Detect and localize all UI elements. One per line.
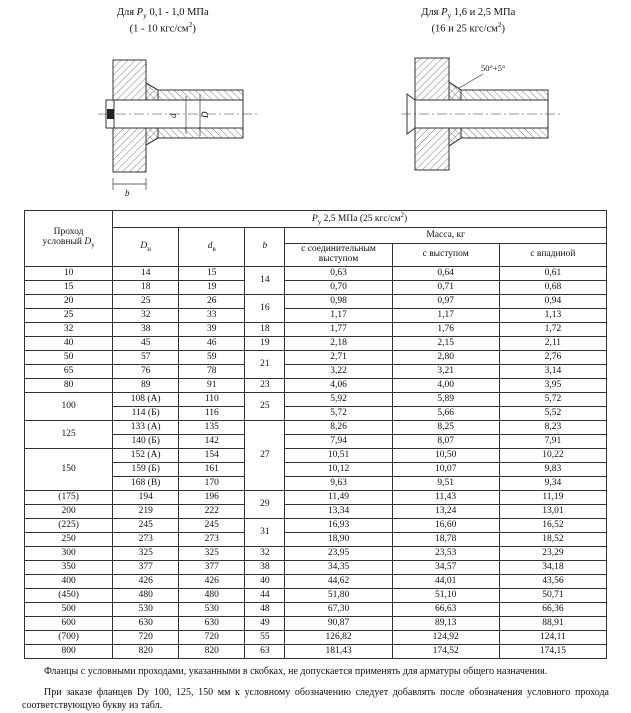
cell-dv: 26	[179, 295, 245, 309]
cell-b: 40	[245, 575, 285, 589]
cell-dv: 161	[179, 463, 245, 477]
cell-b: 48	[245, 603, 285, 617]
cell-nominal-bore: 50	[25, 351, 113, 365]
cell-mass-m3: 43,56	[499, 575, 606, 589]
cell-mass-m3: 0,61	[499, 267, 606, 281]
header-mass-recess: с впадиной	[499, 244, 606, 267]
cell-dv: 59	[179, 351, 245, 365]
cell-mass-m1: 9,63	[285, 477, 392, 491]
cell-mass-m2: 18,78	[392, 533, 499, 547]
cell-dv: 19	[179, 281, 245, 295]
note-2: При заказе фланцев Dу 100, 125, 150 мм к условному обозначению следует добавлять после обозначения условного прохода соответствующую букву из табл.	[22, 686, 609, 712]
header-b: b	[245, 228, 285, 267]
cell-nominal-bore: (225)	[25, 519, 113, 533]
cell-mass-m1: 1,17	[285, 309, 392, 323]
table-row	[25, 561, 607, 575]
cell-nominal-bore: 200	[25, 505, 113, 519]
cell-mass-m2: 3,21	[392, 365, 499, 379]
cell-nominal-bore: (450)	[25, 589, 113, 603]
cell-mass-m1: 13,34	[285, 505, 392, 519]
table-row	[25, 617, 607, 631]
cell-nominal-bore: 80	[25, 379, 113, 393]
cell-mass-m2: 2,15	[392, 337, 499, 351]
cell-dv: 196	[179, 491, 245, 505]
cell-mass-m1: 8,26	[285, 421, 392, 435]
cell-mass-m2: 0,71	[392, 281, 499, 295]
cell-b: 23	[245, 379, 285, 393]
table-header-row-mass	[25, 228, 607, 244]
cell-mass-m1: 5,72	[285, 407, 392, 421]
cell-mass-m1: 23,95	[285, 547, 392, 561]
cell-dv: 245	[179, 519, 245, 533]
cell-dv: 222	[179, 505, 245, 519]
table-row	[25, 323, 607, 337]
svg-text:D: D	[199, 111, 210, 119]
cell-mass-m2: 44,01	[392, 575, 499, 589]
table-row	[25, 407, 607, 421]
cell-dv: 325	[179, 547, 245, 561]
cell-dv: 154	[179, 449, 245, 463]
cell-nominal-bore: 150	[25, 449, 113, 491]
cell-dv: 273	[179, 533, 245, 547]
cell-mass-m1: 18,90	[285, 533, 392, 547]
svg-text:b: b	[124, 188, 130, 199]
cell-mass-m2: 16,60	[392, 519, 499, 533]
cell-mass-m2: 4,00	[392, 379, 499, 393]
cell-mass-m1: 7,94	[285, 435, 392, 449]
cell-b: 16	[245, 295, 285, 323]
cell-mass-m2: 174,52	[392, 645, 499, 659]
table-row	[25, 589, 607, 603]
cell-mass-m3: 3,95	[499, 379, 606, 393]
cell-dn: 480	[113, 589, 179, 603]
cell-mass-m3: 66,36	[499, 603, 606, 617]
table-row	[25, 337, 607, 351]
cell-mass-m1: 0,98	[285, 295, 392, 309]
cell-dn: 152 (А)	[113, 449, 179, 463]
table-row	[25, 379, 607, 393]
cell-mass-m2: 2,80	[392, 351, 499, 365]
cell-mass-m3: 7,91	[499, 435, 606, 449]
cell-dv: 480	[179, 589, 245, 603]
table-row	[25, 519, 607, 533]
cell-nominal-bore: 40	[25, 337, 113, 351]
cell-dn: 377	[113, 561, 179, 575]
cell-dn: 219	[113, 505, 179, 519]
svg-text:50°+5°: 50°+5°	[481, 63, 506, 74]
cell-nominal-bore: 25	[25, 309, 113, 323]
cell-mass-m3: 9,34	[499, 477, 606, 491]
cell-mass-m3: 5,72	[499, 393, 606, 407]
cell-nominal-bore: 250	[25, 533, 113, 547]
cell-mass-m3: 1,72	[499, 323, 606, 337]
cell-mass-m2: 10,50	[392, 449, 499, 463]
cell-dn: 159 (Б)	[113, 463, 179, 477]
cell-dv: 426	[179, 575, 245, 589]
cell-dv: 110	[179, 393, 245, 407]
cell-mass-m2: 66,63	[392, 603, 499, 617]
cell-nominal-bore: (175)	[25, 491, 113, 505]
table-row	[25, 435, 607, 449]
cell-mass-m3: 11,19	[499, 491, 606, 505]
cell-mass-m2: 13,24	[392, 505, 499, 519]
cell-mass-m1: 44,62	[285, 575, 392, 589]
cell-dn: 245	[113, 519, 179, 533]
cell-mass-m1: 2,71	[285, 351, 392, 365]
cell-dn: 25	[113, 295, 179, 309]
cell-mass-m1: 3,22	[285, 365, 392, 379]
cell-mass-m3: 16,52	[499, 519, 606, 533]
cell-mass-m2: 0,97	[392, 295, 499, 309]
cell-mass-m1: 0,63	[285, 267, 392, 281]
cell-nominal-bore: 125	[25, 421, 113, 449]
cell-mass-m3: 34,18	[499, 561, 606, 575]
cell-mass-m1: 181,43	[285, 645, 392, 659]
cell-dv: 33	[179, 309, 245, 323]
cell-mass-m1: 11,49	[285, 491, 392, 505]
cell-dv: 720	[179, 631, 245, 645]
table-row	[25, 295, 607, 309]
cell-b: 49	[245, 617, 285, 631]
cell-dv: 630	[179, 617, 245, 631]
cell-mass-m3: 0,68	[499, 281, 606, 295]
cell-dn: 426	[113, 575, 179, 589]
cell-mass-m1: 10,12	[285, 463, 392, 477]
table-row	[25, 603, 607, 617]
cell-b: 32	[245, 547, 285, 561]
cell-mass-m3: 50,71	[499, 589, 606, 603]
cell-b: 19	[245, 337, 285, 351]
cell-dn: 114 (Б)	[113, 407, 179, 421]
table-row	[25, 645, 607, 659]
flange-table-body	[25, 267, 607, 659]
cell-mass-m2: 5,89	[392, 393, 499, 407]
cell-dn: 14	[113, 267, 179, 281]
cell-nominal-bore: 300	[25, 547, 113, 561]
cell-mass-m2: 5,66	[392, 407, 499, 421]
cell-nominal-bore: 350	[25, 561, 113, 575]
cell-dn: 530	[113, 603, 179, 617]
cell-mass-m2: 10,07	[392, 463, 499, 477]
cell-mass-m2: 34,57	[392, 561, 499, 575]
cell-nominal-bore: 500	[25, 603, 113, 617]
cell-b: 63	[245, 645, 285, 659]
cell-dn: 194	[113, 491, 179, 505]
figure-left-caption: Для $P_y$ 0,1 - 1,0 МПа (1 - 10 кгс/$см^2$)	[116, 7, 209, 35]
cell-mass-m1: 5,92	[285, 393, 392, 407]
header-mass-projection: с выступом	[392, 244, 499, 267]
cell-dn: 630	[113, 617, 179, 631]
header-dv: $d_в$	[179, 228, 245, 267]
cell-dn: 108 (А)	[113, 393, 179, 407]
cell-mass-m1: 0,70	[285, 281, 392, 295]
cell-dv: 15	[179, 267, 245, 281]
cell-mass-m3: 8,23	[499, 421, 606, 435]
table-row	[25, 477, 607, 491]
cell-mass-m1: 90,87	[285, 617, 392, 631]
table-row	[25, 547, 607, 561]
cell-mass-m3: 5,52	[499, 407, 606, 421]
header-nominal-bore: Проход условный $D_y$	[25, 211, 113, 267]
cell-dn: 133 (А)	[113, 421, 179, 435]
cell-mass-m3: 13,01	[499, 505, 606, 519]
cell-mass-m3: 18,52	[499, 533, 606, 547]
cell-mass-m2: 51,10	[392, 589, 499, 603]
cell-dv: 39	[179, 323, 245, 337]
cell-mass-m1: 34,35	[285, 561, 392, 575]
cell-nominal-bore: 100	[25, 393, 113, 421]
cell-mass-m2: 89,13	[392, 617, 499, 631]
cell-mass-m3: 1,13	[499, 309, 606, 323]
cell-mass-m3: 174,15	[499, 645, 606, 659]
figure-right-caption: Для $P_y$ 1,6 и 2,5 МПа (16 и 25 кгс/$см^2$)	[421, 7, 516, 35]
table-row	[25, 449, 607, 463]
cell-mass-m3: 0,94	[499, 295, 606, 309]
cell-b: 27	[245, 421, 285, 491]
cell-mass-m3: 3,14	[499, 365, 606, 379]
cell-dv: 135	[179, 421, 245, 435]
cell-mass-m2: 8,25	[392, 421, 499, 435]
table-row	[25, 309, 607, 323]
cell-dv: 91	[179, 379, 245, 393]
cell-dn: 168 (В)	[113, 477, 179, 491]
figure-right-drawing	[328, 38, 608, 198]
header-pressure-class: $P_y$ 2,5 МПа (25 кгс/$см^2$)	[113, 211, 607, 228]
table-row	[25, 631, 607, 645]
cell-b: 25	[245, 393, 285, 421]
table-row	[25, 351, 607, 365]
note-1: Фланцы с условными проходами, указанными в скобках, не допускается применять для арматуры общего назначения.	[44, 666, 548, 678]
cell-mass-m3: 88,91	[499, 617, 606, 631]
table-row	[25, 505, 607, 519]
cell-dn: 45	[113, 337, 179, 351]
cell-dv: 820	[179, 645, 245, 659]
cell-dn: 820	[113, 645, 179, 659]
cell-dn: 38	[113, 323, 179, 337]
cell-nominal-bore: (700)	[25, 631, 113, 645]
cell-mass-m1: 1,77	[285, 323, 392, 337]
cell-b: 21	[245, 351, 285, 379]
cell-dv: 377	[179, 561, 245, 575]
header-mass-joint-projection: с соединительным выступом	[285, 244, 392, 267]
table-row	[25, 365, 607, 379]
cell-mass-m3: 10,22	[499, 449, 606, 463]
figures-row	[0, 0, 631, 210]
flange-figure-left	[23, 6, 303, 198]
cell-nominal-bore: 65	[25, 365, 113, 379]
cell-mass-m1: 4,06	[285, 379, 392, 393]
cell-mass-m1: 2,18	[285, 337, 392, 351]
cell-b: 55	[245, 631, 285, 645]
cell-dn: 57	[113, 351, 179, 365]
cell-dv: 46	[179, 337, 245, 351]
cell-mass-m3: 124,11	[499, 631, 606, 645]
cell-dn: 140 (Б)	[113, 435, 179, 449]
cell-b: 18	[245, 323, 285, 337]
cell-mass-m2: 11,43	[392, 491, 499, 505]
cell-b: 38	[245, 561, 285, 575]
cell-mass-m3: 2,11	[499, 337, 606, 351]
cell-dn: 32	[113, 309, 179, 323]
cell-nominal-bore: 10	[25, 267, 113, 281]
cell-dn: 273	[113, 533, 179, 547]
cell-nominal-bore: 800	[25, 645, 113, 659]
cell-mass-m2: 0,64	[392, 267, 499, 281]
cell-nominal-bore: 20	[25, 295, 113, 309]
cell-dn: 720	[113, 631, 179, 645]
cell-mass-m2: 9,51	[392, 477, 499, 491]
cell-mass-m3: 2,76	[499, 351, 606, 365]
cell-mass-m1: 51,80	[285, 589, 392, 603]
cell-dn: 18	[113, 281, 179, 295]
cell-b: 44	[245, 589, 285, 603]
cell-mass-m2: 1,76	[392, 323, 499, 337]
table-header-row-pressure	[25, 211, 607, 228]
cell-dn: 89	[113, 379, 179, 393]
table-row	[25, 533, 607, 547]
cell-nominal-bore: 32	[25, 323, 113, 337]
cell-mass-m2: 1,17	[392, 309, 499, 323]
svg-text:d: d	[167, 113, 178, 119]
cell-b: 31	[245, 519, 285, 547]
flange-dimensions-table	[24, 210, 607, 659]
cell-mass-m2: 8,07	[392, 435, 499, 449]
cell-dv: 170	[179, 477, 245, 491]
cell-nominal-bore: 600	[25, 617, 113, 631]
cell-mass-m1: 126,82	[285, 631, 392, 645]
table-row	[25, 393, 607, 407]
cell-dv: 142	[179, 435, 245, 449]
cell-dv: 530	[179, 603, 245, 617]
table-row	[25, 491, 607, 505]
flange-figure-right	[328, 6, 608, 198]
table-row	[25, 463, 607, 477]
cell-dv: 78	[179, 365, 245, 379]
cell-nominal-bore: 400	[25, 575, 113, 589]
cell-b: 29	[245, 491, 285, 519]
cell-mass-m3: 23,29	[499, 547, 606, 561]
cell-dn: 325	[113, 547, 179, 561]
cell-b: 14	[245, 267, 285, 295]
cell-mass-m1: 67,30	[285, 603, 392, 617]
cell-mass-m2: 23,53	[392, 547, 499, 561]
table-row	[25, 281, 607, 295]
header-mass: Масса, кг	[285, 228, 607, 244]
cell-nominal-bore: 15	[25, 281, 113, 295]
table-row	[25, 575, 607, 589]
cell-mass-m1: 10,51	[285, 449, 392, 463]
table-row	[25, 267, 607, 281]
figure-left-drawing	[23, 38, 303, 198]
notes-section	[0, 659, 631, 713]
table-row	[25, 421, 607, 435]
cell-dv: 116	[179, 407, 245, 421]
header-dn: $D_н$	[113, 228, 179, 267]
cell-mass-m1: 16,93	[285, 519, 392, 533]
flange-table-wrap	[0, 210, 631, 659]
cell-dn: 76	[113, 365, 179, 379]
cell-mass-m3: 9,83	[499, 463, 606, 477]
cell-mass-m2: 124,92	[392, 631, 499, 645]
